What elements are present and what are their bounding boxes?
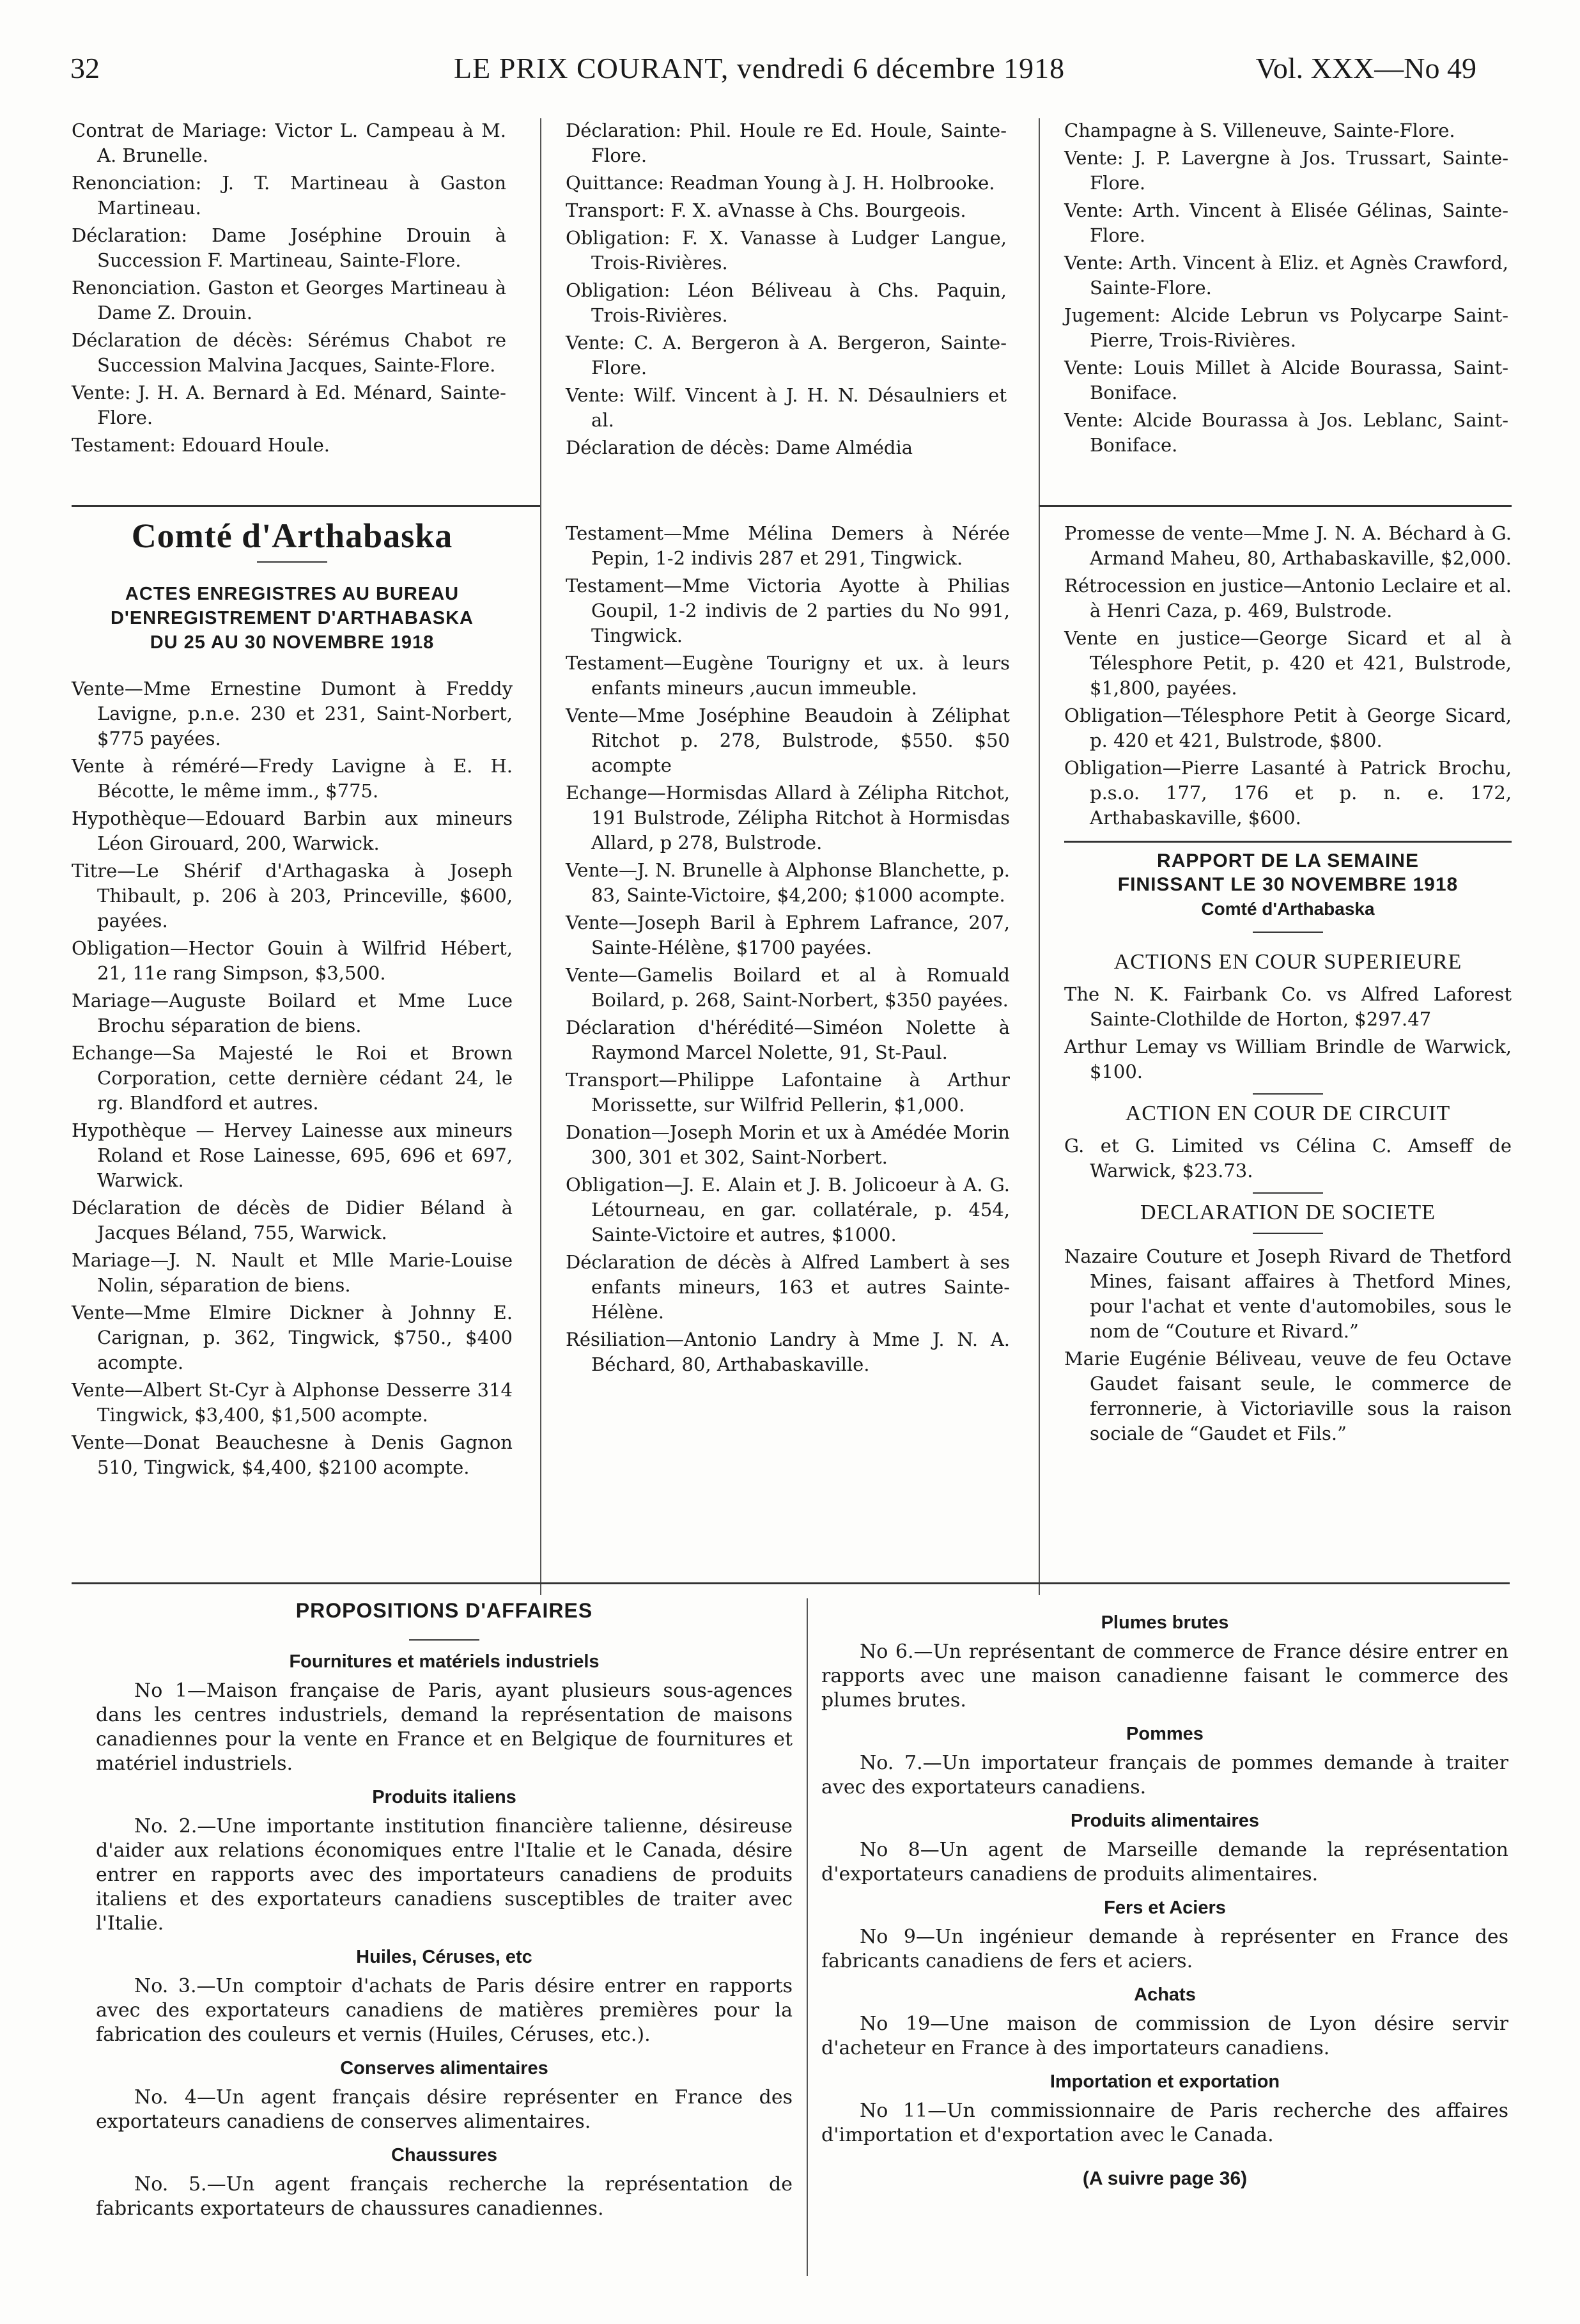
top-column-2: [566, 118, 1007, 463]
record-entry: Vente—Donat Beauchesne à Denis Gagnon 510, Tingwick, $4,400, $2100 acompte.: [72, 1431, 513, 1478]
proposition-heading: Importation et exportation: [1049, 2071, 1280, 2092]
proposition-text: No 19—Une maison de commission de Lyon désire servir d'acheteur en France à des importateurs canadiens.: [821, 2013, 1508, 2059]
title-rule: [1253, 1093, 1323, 1095]
record-entry: Déclaration: Dame Joséphine Drouin à Succession F. Martineau, Sainte-Flore.: [72, 224, 506, 271]
title-rule: [409, 1639, 479, 1641]
proposition-heading: Achats: [1134, 1985, 1196, 2005]
record-entry: Promesse de vente—Mme J. N. A. Béchard à G. Armand Maheu, 80, Arthabaskaville, $2,000.: [1064, 522, 1512, 569]
proposition-text: No 9—Un ingénieur demande à représenter en France des fabricants canadiens de fers et aciers.: [821, 1926, 1508, 1972]
section-divider: [1064, 841, 1512, 843]
arthabaska-entries-3: [1064, 521, 1512, 831]
section-divider: [72, 1582, 1510, 1584]
record-entry: Mariage—Auguste Boilard et Mme Luce Brochu séparation de biens.: [72, 990, 513, 1036]
societe-entry: Marie Eugénie Béliveau, veuve de feu Octave Gaudet faisant seule, le commerce de ferronnerie, à Victoriaville sous la raison sociale de “Gaudet et Fils.”: [1064, 1348, 1512, 1444]
title-rule: [1253, 1233, 1323, 1234]
societe-entry: Nazaire Couture et Joseph Rivard de Thetford Mines, faisant affaires à Thetford Mines, pour l'achat et vente d'automobiles, sous le nom de “Couture et Rivard.”: [1064, 1245, 1512, 1342]
arthabaska-entries-1: [72, 676, 513, 1480]
proposition-text: No. 7.—Un importateur français de pommes demande à traiter avec des exportateurs canadiens.: [821, 1752, 1508, 1798]
record-entry: Déclaration d'hérédité—Siméon Nolette à Raymond Marcel Nolette, 91, St-Paul.: [566, 1017, 1010, 1063]
record-entry: Vente: Arth. Vincent à Eliz. et Agnès Crawford, Sainte-Flore.: [1064, 252, 1508, 299]
record-entry: Résiliation—Antonio Landry à Mme J. N. A. Béchard, 80, Arthabaskaville.: [566, 1329, 1010, 1375]
proposition-heading: Fournitures et matériels industriels: [289, 1651, 600, 1672]
record-entry: Vente—J. N. Brunelle à Alphonse Blanchette, p. 83, Sainte-Victoire, $4,200; $1000 acompte.: [566, 859, 1010, 906]
proposition-heading: Produits italiens: [372, 1787, 516, 1807]
record-entry: Donation—Joseph Morin et ux à Amédée Morin 300, 301 et 302, Saint-Norbert.: [566, 1121, 1010, 1168]
proposition-text: No. 3.—Un comptoir d'achats de Paris désire entrer en rapports avec des exportateurs canadiens de matières premières pour la fabrication des couleurs et vernis (Huiles, Céruses, etc.).: [96, 1975, 793, 2046]
record-entry: Vente: Louis Millet à Alcide Bourassa, Saint-Boniface.: [1064, 357, 1508, 403]
column-divider: [1039, 118, 1040, 1595]
arthabaska-subtitle: ACTES ENREGISTRES AU BUREAU D'ENREGISTREMENT D'ARTHABASKA DU 25 AU 30 NOVEMBRE 1918: [110, 584, 474, 653]
record-entry: Obligation: F. X. Vanasse à Ludger Langue, Trois-Rivières.: [566, 227, 1007, 274]
record-entry: Testament—Mme Victoria Ayotte à Philias Goupil, 1-2 indivis de 2 parties du No 991, Tingwick.: [566, 575, 1010, 646]
propositions-title: PROPOSITIONS D'AFFAIRES: [295, 1599, 593, 1622]
propositions-right-entries: [821, 1610, 1508, 2148]
title-rule: [1253, 932, 1323, 933]
record-entry: Vente en justice—George Sicard et al à Télesphore Petit, p. 420 et 421, Bulstrode, $1,800, payées.: [1064, 627, 1512, 699]
cour-superieure-heading: ACTIONS EN COUR SUPERIEURE: [1113, 950, 1462, 974]
proposition-text: No. 2.—Une importante institution financière talienne, désireuse d'aider aux relations économiques entre l'Italie et le Canada, désire entrer en rapports avec des importateurs canadiens de produits italiens et des exportateurs canadiens susceptibles de traiter avec l'Italie.: [96, 1815, 793, 1935]
record-entry: Testament—Eugène Tourigny et ux. à leurs enfants mineurs ,aucun immeuble.: [566, 652, 1010, 699]
proposition-text: No. 5.—Un agent français recherche la représentation de fabricants exportateurs de chaussures canadiennes.: [96, 2173, 793, 2220]
record-entry: Transport—Philippe Lafontaine à Arthur Morissette, sur Wilfrid Pellerin, $1,000.: [566, 1069, 1010, 1116]
record-entry: Vente: J. H. A. Bernard à Ed. Ménard, Sainte-Flore.: [72, 382, 506, 428]
record-entry: Déclaration de décès: Dame Almédia: [566, 437, 913, 458]
arthabaska-title: Comté d'Arthabaska: [131, 517, 453, 555]
record-entry: Vente à réméré—Fredy Lavigne à E. H. Bécotte, le même imm., $775.: [72, 755, 513, 802]
record-entry: Vente—Mme Ernestine Dumont à Freddy Lavigne, p.n.e. 230 et 231, Saint-Norbert, $775 payées.: [72, 678, 513, 749]
proposition-heading: Produits alimentaires: [1071, 1811, 1259, 1831]
volume-number: Vol. XXX—No 49: [1255, 52, 1476, 84]
top-column-3: [1064, 118, 1508, 460]
proposition-heading: Plumes brutes: [1101, 1612, 1229, 1633]
record-entry: Jugement: Alcide Lebrun vs Polycarpe Saint-Pierre, Trois-Rivières.: [1064, 304, 1508, 351]
record-entry: Vente—Gamelis Boilard et al à Romuald Boilard, p. 268, Saint-Norbert, $350 payées.: [566, 964, 1010, 1011]
proposition-heading: Chaussures: [391, 2145, 497, 2165]
section-divider: [72, 505, 540, 507]
proposition-text: No. 4—Un agent français désire représenter en France des exportateurs canadiens de conserves alimentaires.: [96, 2086, 793, 2133]
propositions-left: [96, 1598, 793, 2230]
cour-circuit-entries: [1064, 1134, 1512, 1183]
record-entry: Vente: Arth. Vincent à Elisée Gélinas, Sainte-Flore.: [1064, 199, 1508, 246]
record-entry: Contrat de Mariage: Victor L. Campeau à M. A. Brunelle.: [72, 120, 506, 166]
propositions-left-entries: [96, 1649, 793, 2221]
column-divider: [540, 118, 541, 1595]
proposition-heading: Fers et Aciers: [1104, 1898, 1226, 1918]
record-entry: Vente: Wilf. Vincent à J. H. N. Désaulniers et al.: [566, 384, 1007, 431]
court-entry: G. et G. Limited vs Célina C. Amseff de Warwick, $23.73.: [1064, 1135, 1512, 1181]
record-entry: Champagne à S. Villeneuve, Sainte-Flore.: [1064, 120, 1455, 141]
proposition-text: No 6.—Un représentant de commerce de France désire entrer en rapports avec une maison canadienne faisant le commerce des plumes brutes.: [821, 1641, 1508, 1712]
proposition-heading: Huiles, Céruses, etc: [356, 1947, 532, 1967]
record-entry: Mariage—J. N. Nault et Mlle Marie-Louise Nolin, séparation de biens.: [72, 1249, 513, 1296]
record-entry: Echange—Sa Majesté le Roi et Brown Corporation, cette dernière cédant 24, le rg. Blandford et autres.: [72, 1042, 513, 1114]
record-entry: Hypothèque—Edouard Barbin aux mineurs Léon Girouard, 200, Warwick.: [72, 807, 513, 854]
record-entry: Obligation—J. E. Alain et J. B. Jolicoeur à A. G. Létourneau, en gar. collatérale, p. 454, Sainte-Victoire et autres, $1000.: [566, 1174, 1010, 1245]
record-entry: Rétrocession en justice—Antonio Leclaire et al. à Henri Caza, p. 469, Bulstrode.: [1064, 575, 1512, 621]
continued-note: (A suivre page 36): [1082, 2168, 1248, 2189]
page-header: [70, 38, 1476, 109]
column-divider: [807, 1598, 808, 2276]
record-entry: Renonciation: J. T. Martineau à Gaston Martineau.: [72, 172, 506, 219]
record-entry: Renonciation. Gaston et Georges Martineau à Dame Z. Drouin.: [72, 277, 506, 324]
record-entry: Obligation—Télesphore Petit à George Sicard, p. 420 et 421, Bulstrode, $800.: [1064, 705, 1512, 751]
record-entry: Vente—Mme Elmire Dickner à Johnny E. Carignan, p. 362, Tingwick, $750., $400 acompte.: [72, 1302, 513, 1373]
proposition-text: No 8—Un agent de Marseille demande la représentation d'exportateurs canadiens de produits alimentaires.: [821, 1839, 1508, 1885]
record-entry: Echange—Hormisdas Allard à Zélipha Ritchot, 191 Bulstrode, Zélipha Ritchot à Hormisdas Allard, p 278, Bulstrode.: [566, 782, 1010, 854]
record-entry: Vente: J. P. Lavergne à Jos. Trussart, Sainte-Flore.: [1064, 147, 1508, 194]
propositions-right: [821, 1602, 1508, 2191]
arthabaska-column-1: [72, 517, 513, 1483]
court-entry: The N. K. Fairbank Co. vs Alfred Laforest Sainte-Clothilde de Horton, $297.47: [1064, 983, 1512, 1030]
title-rule: [257, 561, 327, 563]
record-entry: Déclaration de décès de Didier Béland à Jacques Béland, 755, Warwick.: [72, 1197, 513, 1244]
arthabaska-column-2: [566, 521, 1010, 1380]
record-entry: Déclaration de décès: Sérémus Chabot re Succession Malvina Jacques, Sainte-Flore.: [72, 329, 506, 376]
record-entry: Vente: C. A. Bergeron à A. Bergeron, Sainte-Flore.: [566, 332, 1007, 378]
record-entry: Quittance: Readman Young à J. H. Holbrooke.: [566, 172, 995, 194]
section-divider: [1039, 505, 1512, 507]
arthabaska-column-3: [1064, 521, 1512, 1449]
record-entry: Obligation—Pierre Lasanté à Patrick Brochu, p.s.o. 177, 176 et p. n. e. 172, Arthabaskaville, $600.: [1064, 757, 1512, 829]
record-entry: Testament—Mme Mélina Demers à Nérée Pepin, 1-2 indivis 287 et 291, Tingwick.: [566, 522, 1010, 569]
cour-superieure-entries: [1064, 982, 1512, 1084]
rapport-title: RAPPORT DE LA SEMAINE FINISSANT LE 30 NOVEMBRE 1918: [1117, 850, 1459, 895]
proposition-heading: Pommes: [1126, 1724, 1204, 1744]
record-entry: Vente—Joseph Baril à Ephrem Lafrance, 207, Sainte-Hélène, $1700 payées.: [566, 912, 1010, 958]
record-entry: Titre—Le Shérif d'Arthagaska à Joseph Thibault, p. 206 à 203, Princeville, $600, payées.: [72, 860, 513, 932]
newspaper-title: LE PRIX COURANT, vendredi 6 décembre 1918: [454, 52, 1065, 84]
record-entry: Vente: Alcide Bourassa à Jos. Leblanc, Saint-Boniface.: [1064, 409, 1508, 456]
record-entry: Déclaration de décès à Alfred Lambert à ses enfants mineurs, 163 et autres Sainte-Hélène.: [566, 1251, 1010, 1323]
record-entry: Obligation: Léon Béliveau à Chs. Paquin, Trois-Rivières.: [566, 279, 1007, 326]
rapport-subtitle: Comté d'Arthabaska: [1201, 899, 1375, 919]
proposition-heading: Conserves alimentaires: [340, 2058, 548, 2078]
record-entry: Obligation—Hector Gouin à Wilfrid Hébert, 21, 11e rang Simpson, $3,500.: [72, 937, 513, 984]
cour-circuit-heading: ACTION EN COUR DE CIRCUIT: [1125, 1102, 1451, 1125]
record-entry: Vente—Mme Joséphine Beaudoin à Zéliphat Ritchot p. 278, Bulstrode, $550. $50 acompte: [566, 705, 1010, 776]
record-entry: Transport: F. X. aVnasse à Chs. Bourgeois.: [566, 199, 966, 221]
record-entry: Déclaration: Phil. Houle re Ed. Houle, Sainte-Flore.: [566, 120, 1007, 166]
page-number: 32: [70, 52, 100, 84]
record-entry: Vente—Albert St-Cyr à Alphonse Desserre 314 Tingwick, $3,400, $1,500 acompte.: [72, 1379, 513, 1426]
societe-heading: DECLARATION DE SOCIETE: [1140, 1201, 1436, 1224]
title-rule: [1253, 1192, 1323, 1194]
court-entry: Arthur Lemay vs William Brindle de Warwick, $100.: [1064, 1036, 1512, 1082]
record-entry: Hypothèque — Hervey Lainesse aux mineurs Roland et Rose Lainesse, 695, 696 et 697, Warwick.: [72, 1119, 513, 1191]
societe-entries: [1064, 1244, 1512, 1446]
top-column-1: [72, 118, 506, 460]
record-entry: Testament: Edouard Houle.: [72, 434, 330, 456]
proposition-text: No 1—Maison française de Paris, ayant plusieurs sous-agences dans les centres industriels, demand la représentation de maisons canadiennes pour la vente en France et en Belgique de fournitures et matériel industriels.: [96, 1680, 793, 1775]
proposition-text: No 11—Un commissionnaire de Paris recherche des affaires d'importation et d'exportation avec le Canada.: [821, 2100, 1508, 2146]
